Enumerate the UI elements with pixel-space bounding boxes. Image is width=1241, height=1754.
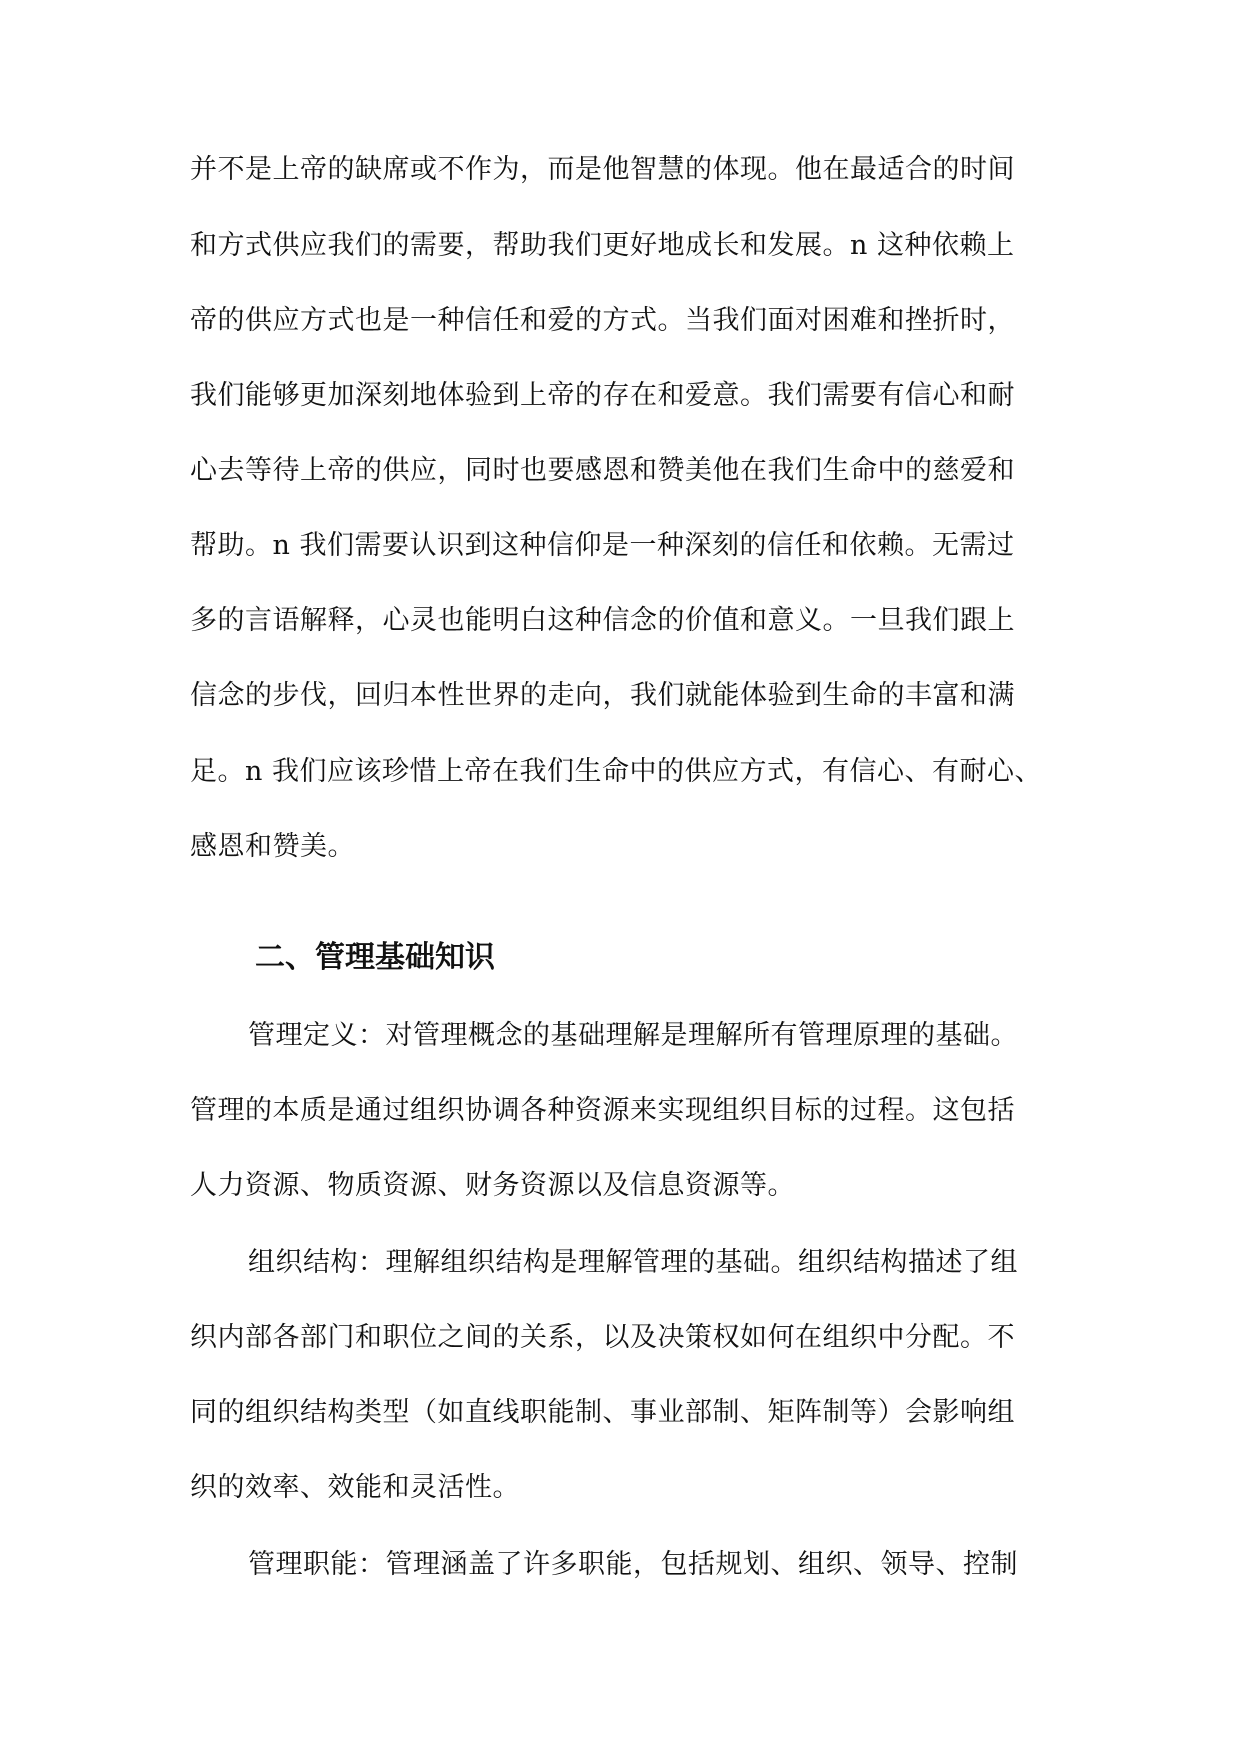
paragraph-line: 帮助。n 我们需要认识到这种信仰是一种深刻的信任和依赖。无需过 bbox=[190, 530, 1015, 561]
paragraph-line: 足。n 我们应该珍惜上帝在我们生命中的供应方式，有信心、有耐心、 bbox=[190, 756, 1042, 787]
paragraph-line: 管理的本质是通过组织协调各种资源来实现组织目标的过程。这包括 bbox=[190, 1095, 1015, 1126]
paragraph-line: 织内部各部门和职位之间的关系，以及决策权如何在组织中分配。不 bbox=[190, 1322, 1015, 1353]
paragraph-line: 同的组织结构类型（如直线职能制、事业部制、矩阵制等）会影响组 bbox=[190, 1397, 1015, 1428]
paragraph-line: 并不是上帝的缺席或不作为，而是他智慧的体现。他在最适合的时间 bbox=[190, 154, 1015, 185]
paragraph-line: 组织结构：理解组织结构是理解管理的基础。组织结构描述了组 bbox=[248, 1247, 1018, 1278]
paragraph-line: 信念的步伐，回归本性世界的走向，我们就能体验到生命的丰富和满 bbox=[190, 680, 1015, 711]
paragraph-line: 感恩和赞美。 bbox=[190, 831, 355, 862]
paragraph-line: 管理职能：管理涵盖了许多职能，包括规划、组织、领导、控制 bbox=[248, 1549, 1018, 1580]
paragraph-line: 多的言语解释，心灵也能明白这种信念的价值和意义。一旦我们跟上 bbox=[190, 605, 1015, 636]
paragraph-line: 织的效率、效能和灵活性。 bbox=[190, 1472, 520, 1503]
paragraph-line: 人力资源、物质资源、财务资源以及信息资源等。 bbox=[190, 1170, 795, 1201]
section-heading: 二、管理基础知识 bbox=[255, 940, 495, 975]
paragraph-line: 管理定义：对管理概念的基础理解是理解所有管理原理的基础。 bbox=[248, 1020, 1018, 1051]
paragraph-line: 和方式供应我们的需要，帮助我们更好地成长和发展。n 这种依赖上 bbox=[190, 230, 1015, 261]
paragraph-line: 帝的供应方式也是一种信任和爱的方式。当我们面对困难和挫折时， bbox=[190, 305, 1015, 336]
paragraph-line: 我们能够更加深刻地体验到上帝的存在和爱意。我们需要有信心和耐 bbox=[190, 380, 1015, 411]
paragraph-line: 心去等待上帝的供应，同时也要感恩和赞美他在我们生命中的慈爱和 bbox=[190, 455, 1015, 486]
